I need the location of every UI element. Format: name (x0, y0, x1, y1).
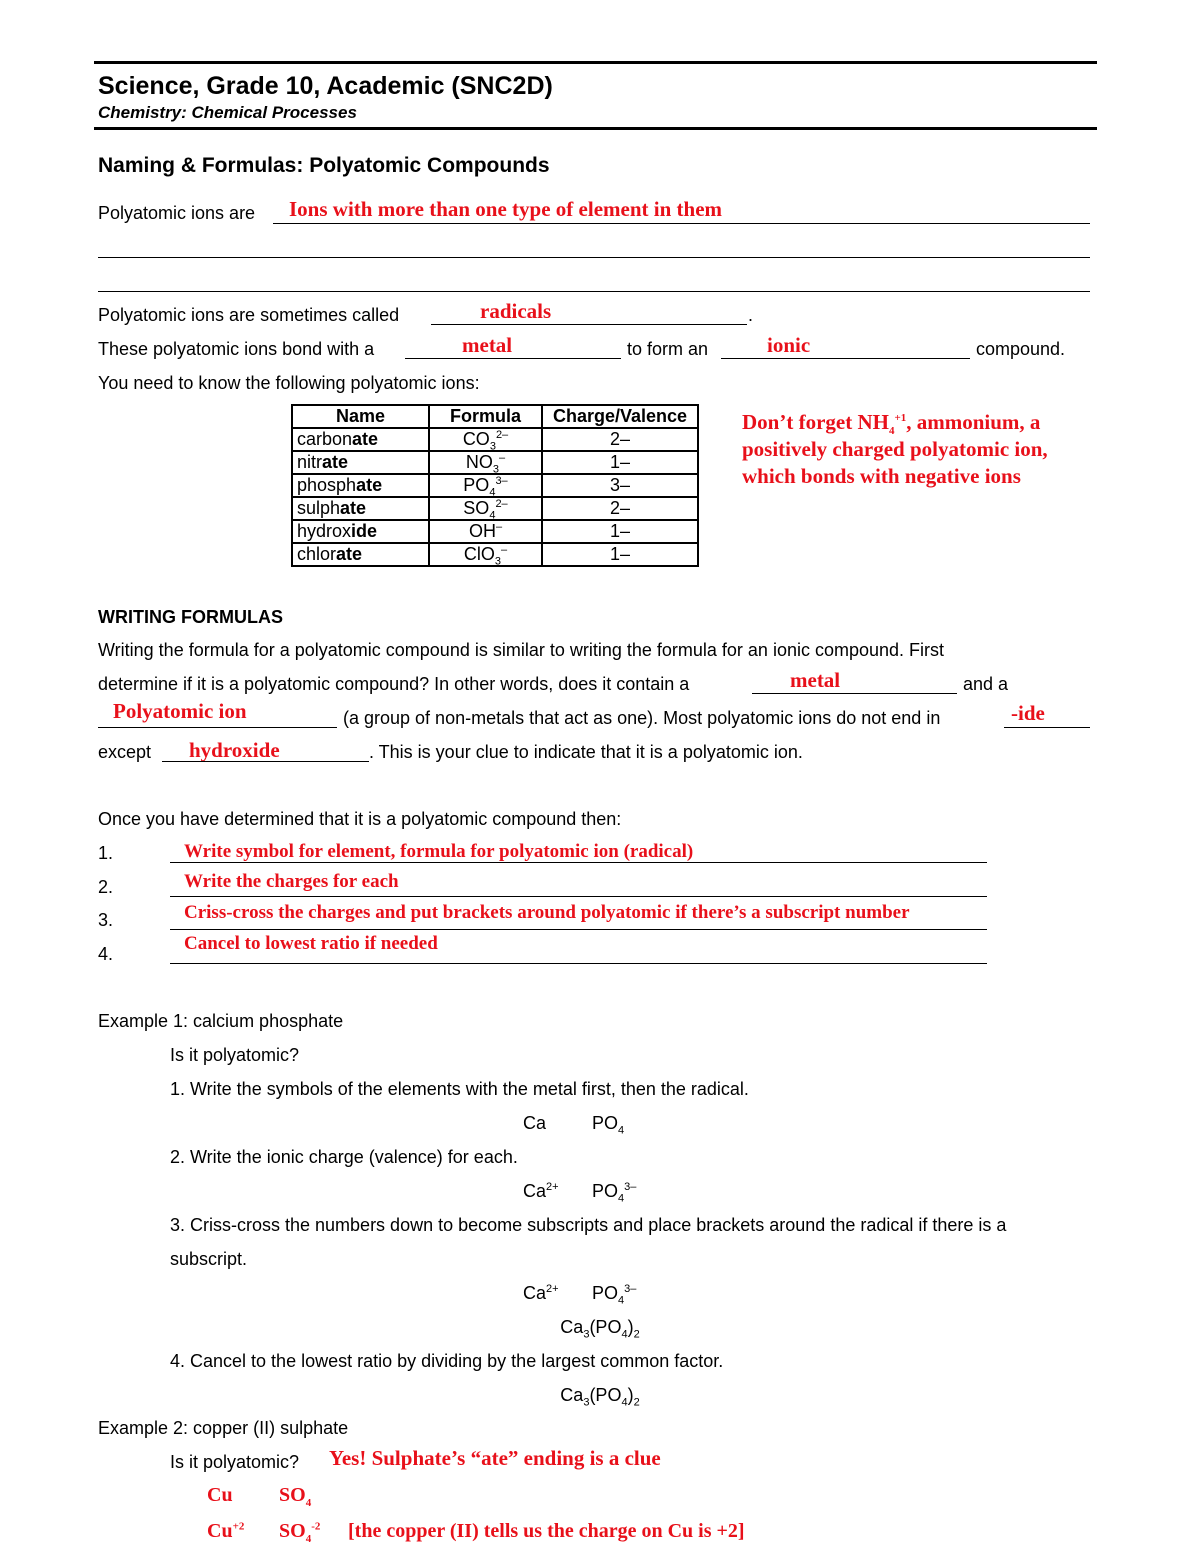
example2-question: Is it polyatomic? (170, 1452, 300, 1472)
q3-suffix: compound. (976, 339, 1066, 359)
document-subtitle: Chemistry: Chemical Processes (98, 103, 357, 122)
formula-base: Ca (523, 1181, 547, 1201)
ion-name-ending: ide (351, 521, 378, 541)
ion-name-ending: ate (356, 475, 383, 495)
example2-answer: Yes! Sulphate’s “ate” ending is a clue (329, 1446, 661, 1470)
step-blank-line (170, 963, 987, 964)
column-header-formula: Formula (429, 405, 542, 428)
example1-step1: 1. Write the symbols of the elements with the metal first, then the radical. (170, 1079, 749, 1099)
ion-name (292, 474, 429, 497)
formula-superscript: +2 (232, 1520, 245, 1533)
ammonium-note-line-3: which bonds with negative ions (742, 464, 1021, 488)
writing-p4-suffix: . This is your clue to indicate that it is a polyatomic ion. (369, 742, 803, 762)
formula-base: PO (592, 1181, 619, 1201)
writing-p3-mid: (a group of non-metals that act as one). Most polyatomic ions do not end in (343, 708, 941, 728)
formula-superscript: – (501, 544, 508, 556)
table-row (292, 543, 698, 566)
writing-p4-blank-line (162, 761, 369, 762)
writing-p3-blank-line-2 (1004, 727, 1090, 728)
table-row (292, 428, 698, 451)
example2-so4-charged (279, 1520, 320, 1543)
ion-name-stem: nitr (297, 452, 323, 472)
example1-step2: 2. Write the ionic charge (valence) for each. (170, 1147, 518, 1167)
q3-blank-line-2 (721, 358, 970, 359)
formula-base: OH (468, 521, 496, 541)
ion-name-ending: ate (340, 498, 367, 518)
step-number: 2. (98, 877, 114, 897)
table-row (292, 520, 698, 543)
formula-subscript: 4 (618, 1124, 625, 1137)
formula-subscript: 4 (489, 486, 496, 499)
ion-name-ending: ate (352, 429, 379, 449)
step-answer: Cancel to lowest ratio if needed (184, 933, 438, 954)
formula-subscript: 4 (621, 1396, 628, 1409)
formula-base: SO (279, 1484, 306, 1506)
example2-so4 (279, 1484, 311, 1507)
ammonium-note-line-2: positively charged polyatomic ion, (742, 437, 1048, 461)
step-number: 1. (98, 843, 114, 863)
writing-p3-answer-ide: -ide (1011, 701, 1045, 725)
formula-base: ) (627, 1385, 634, 1405)
header-top-rule (94, 61, 1097, 64)
formula-subscript: 2 (633, 1328, 640, 1341)
ammonium-note-line-1 (742, 410, 1041, 438)
q3-blank-line-1 (405, 358, 621, 359)
formula-superscript: 3– (624, 1181, 637, 1193)
formula-base: Ca (523, 1283, 547, 1303)
formula-base: SO (279, 1520, 306, 1542)
formula-subscript: 2 (633, 1396, 640, 1409)
formula-base: SO (463, 498, 490, 518)
example1-formula-final (0, 1385, 1200, 1409)
ion-name-ending: ate (322, 452, 349, 472)
ion-charge: 1– (542, 520, 698, 543)
note-superscript: +1 (894, 412, 907, 424)
ion-formula (429, 451, 542, 474)
formula-subscript: 3 (583, 1328, 590, 1341)
step-answer: Criss-cross the charges and put brackets around polyatomic if there’s a subscript number (184, 902, 910, 923)
ion-charge: 3– (542, 474, 698, 497)
formula-base: (PO (589, 1317, 622, 1337)
ion-name (292, 520, 429, 543)
ion-name-stem: chlor (297, 544, 337, 564)
q1-blank-line-3 (98, 291, 1090, 292)
formula-subscript: 4 (305, 1497, 312, 1509)
example1-po4-charged (592, 1181, 637, 1205)
formula-base: PO (463, 475, 490, 495)
writing-p4-answer: hydroxide (189, 738, 280, 762)
formula-subscript: 4 (618, 1192, 625, 1205)
example1-step3-line2: subscript. (170, 1249, 248, 1269)
writing-paragraph-line-1: Writing the formula for a polyatomic compound is similar to writing the formula for an ionic compound. First (98, 640, 945, 660)
note-subscript: 4 (888, 425, 895, 438)
step-number: 4. (98, 944, 114, 964)
step-blank-line (170, 896, 987, 897)
ion-formula (429, 543, 542, 566)
formula-subscript: 4 (618, 1294, 625, 1307)
section-title: Naming & Formulas: Polyatomic Compounds (98, 154, 550, 177)
ion-formula (429, 428, 542, 451)
writing-p2-suffix: and a (963, 674, 1009, 694)
formula-base: (PO (589, 1385, 622, 1405)
formula-subscript: 4 (621, 1328, 628, 1341)
formula-base: PO (592, 1113, 619, 1133)
example1-ca-charged (523, 1181, 559, 1202)
note-text: Don’t forget NH (742, 410, 889, 434)
formula-superscript: 2– (495, 429, 509, 441)
step-blank-line (170, 929, 987, 930)
header-bottom-rule (94, 127, 1097, 130)
formula-subscript: 3 (489, 440, 496, 453)
ion-name-stem: phosph (297, 475, 357, 495)
formula-superscript: -2 (311, 1520, 321, 1533)
table-row (292, 451, 698, 474)
step-answer: Write the charges for each (184, 871, 399, 892)
example2-cu-charged (207, 1520, 244, 1543)
q1-blank-line-2 (98, 257, 1090, 258)
ion-name-ending: ate (336, 544, 363, 564)
writing-p2-blank-line (752, 693, 957, 694)
ion-name-stem: carbon (297, 429, 353, 449)
step-answer: Write symbol for element, formula for polyatomic ion (radical) (184, 841, 694, 862)
polyatomic-ion-table (291, 404, 699, 567)
writing-p3-blank-line-1 (98, 727, 337, 728)
formula-superscript: – (495, 521, 503, 533)
formula-subscript: 4 (489, 509, 496, 522)
step-number: 3. (98, 910, 114, 930)
formula-superscript: 2+ (546, 1181, 559, 1193)
ion-formula (429, 497, 542, 520)
formula-subscript: 3 (492, 463, 499, 476)
q2-prefix: Polyatomic ions are sometimes called (98, 305, 400, 325)
example1-question: Is it polyatomic? (170, 1045, 300, 1065)
table-row (292, 474, 698, 497)
formula-base: ClO (463, 544, 495, 564)
formula-superscript: – (499, 452, 506, 464)
writing-formulas-heading: WRITING FORMULAS (98, 607, 283, 627)
q1-answer: Ions with more than one type of element in them (289, 197, 723, 221)
writing-p2-answer: metal (790, 668, 841, 692)
formula-superscript: 3– (495, 475, 508, 487)
q2-answer: radicals (480, 299, 552, 323)
ion-name-stem: sulph (297, 498, 341, 518)
formula-base: ) (627, 1317, 634, 1337)
ion-charge: 1– (542, 543, 698, 566)
formula-superscript: 2– (495, 498, 508, 510)
formula-base: Ca (560, 1317, 584, 1337)
writing-p4-prefix: except (98, 742, 152, 762)
formula-base: NO (465, 452, 493, 472)
ions-intro: You need to know the following polyatomic ions: (98, 373, 480, 393)
writing-p2-prefix: determine if it is a polyatomic compound? In other words, does it contain a (98, 674, 690, 694)
ion-name (292, 451, 429, 474)
writing-p3-answer: Polyatomic ion (113, 699, 247, 723)
column-header-charge: Charge/Valence (542, 405, 698, 428)
q3-answer-ionic: ionic (767, 333, 811, 357)
formula-superscript: 2+ (546, 1283, 559, 1295)
formula-base: Ca (560, 1385, 584, 1405)
q2-blank-line (431, 324, 747, 325)
ion-charge: 2– (542, 497, 698, 520)
ion-name-stem: hydrox (297, 521, 352, 541)
example1-step4: 4. Cancel to the lowest ratio by dividing by the largest common factor. (170, 1351, 724, 1371)
formula-base: CO (462, 429, 490, 449)
formula-subscript: 4 (305, 1533, 312, 1545)
column-header-name: Name (292, 405, 429, 428)
table-header-row (292, 405, 698, 428)
q2-suffix: . (748, 305, 754, 325)
ion-formula (429, 474, 542, 497)
note-text: , ammonium, a (906, 410, 1041, 434)
q1-prefix: Polyatomic ions are (98, 203, 256, 223)
table-row (292, 497, 698, 520)
example1-title: Example 1: calcium phosphate (98, 1011, 344, 1031)
ion-charge: 2– (542, 428, 698, 451)
document-title: Science, Grade 10, Academic (SNC2D) (98, 72, 553, 100)
q1-blank-line-1 (273, 223, 1090, 224)
formula-subscript: 3 (494, 555, 501, 568)
formula-superscript: 3– (624, 1283, 637, 1295)
example1-ca: Ca (523, 1113, 547, 1133)
example1-po4 (592, 1113, 625, 1137)
ion-name (292, 497, 429, 520)
ion-name (292, 428, 429, 451)
formula-base: PO (592, 1283, 619, 1303)
formula-base: Cu (207, 1520, 233, 1542)
example2-title: Example 2: copper (II) sulphate (98, 1418, 349, 1438)
example1-step3-line1: 3. Criss-cross the numbers down to become subscripts and place brackets around the radical if there is a (170, 1215, 1007, 1235)
ion-charge: 1– (542, 451, 698, 474)
example1-ca-charged-2 (523, 1283, 559, 1304)
step-blank-line (170, 862, 987, 863)
steps-intro: Once you have determined that it is a polyatomic compound then: (98, 809, 622, 829)
q3-answer-metal: metal (462, 333, 513, 357)
example2-bracket-note: [the copper (II) tells us the charge on Cu is +2] (348, 1520, 745, 1542)
q3-prefix: These polyatomic ions bond with a (98, 339, 375, 359)
example1-po4-charged-2 (592, 1283, 637, 1307)
example2-cu: Cu (207, 1484, 233, 1506)
formula-subscript: 3 (583, 1396, 590, 1409)
ion-name (292, 543, 429, 566)
example1-formula-result (0, 1317, 1200, 1341)
q3-mid: to form an (627, 339, 709, 359)
ion-formula (429, 520, 542, 543)
